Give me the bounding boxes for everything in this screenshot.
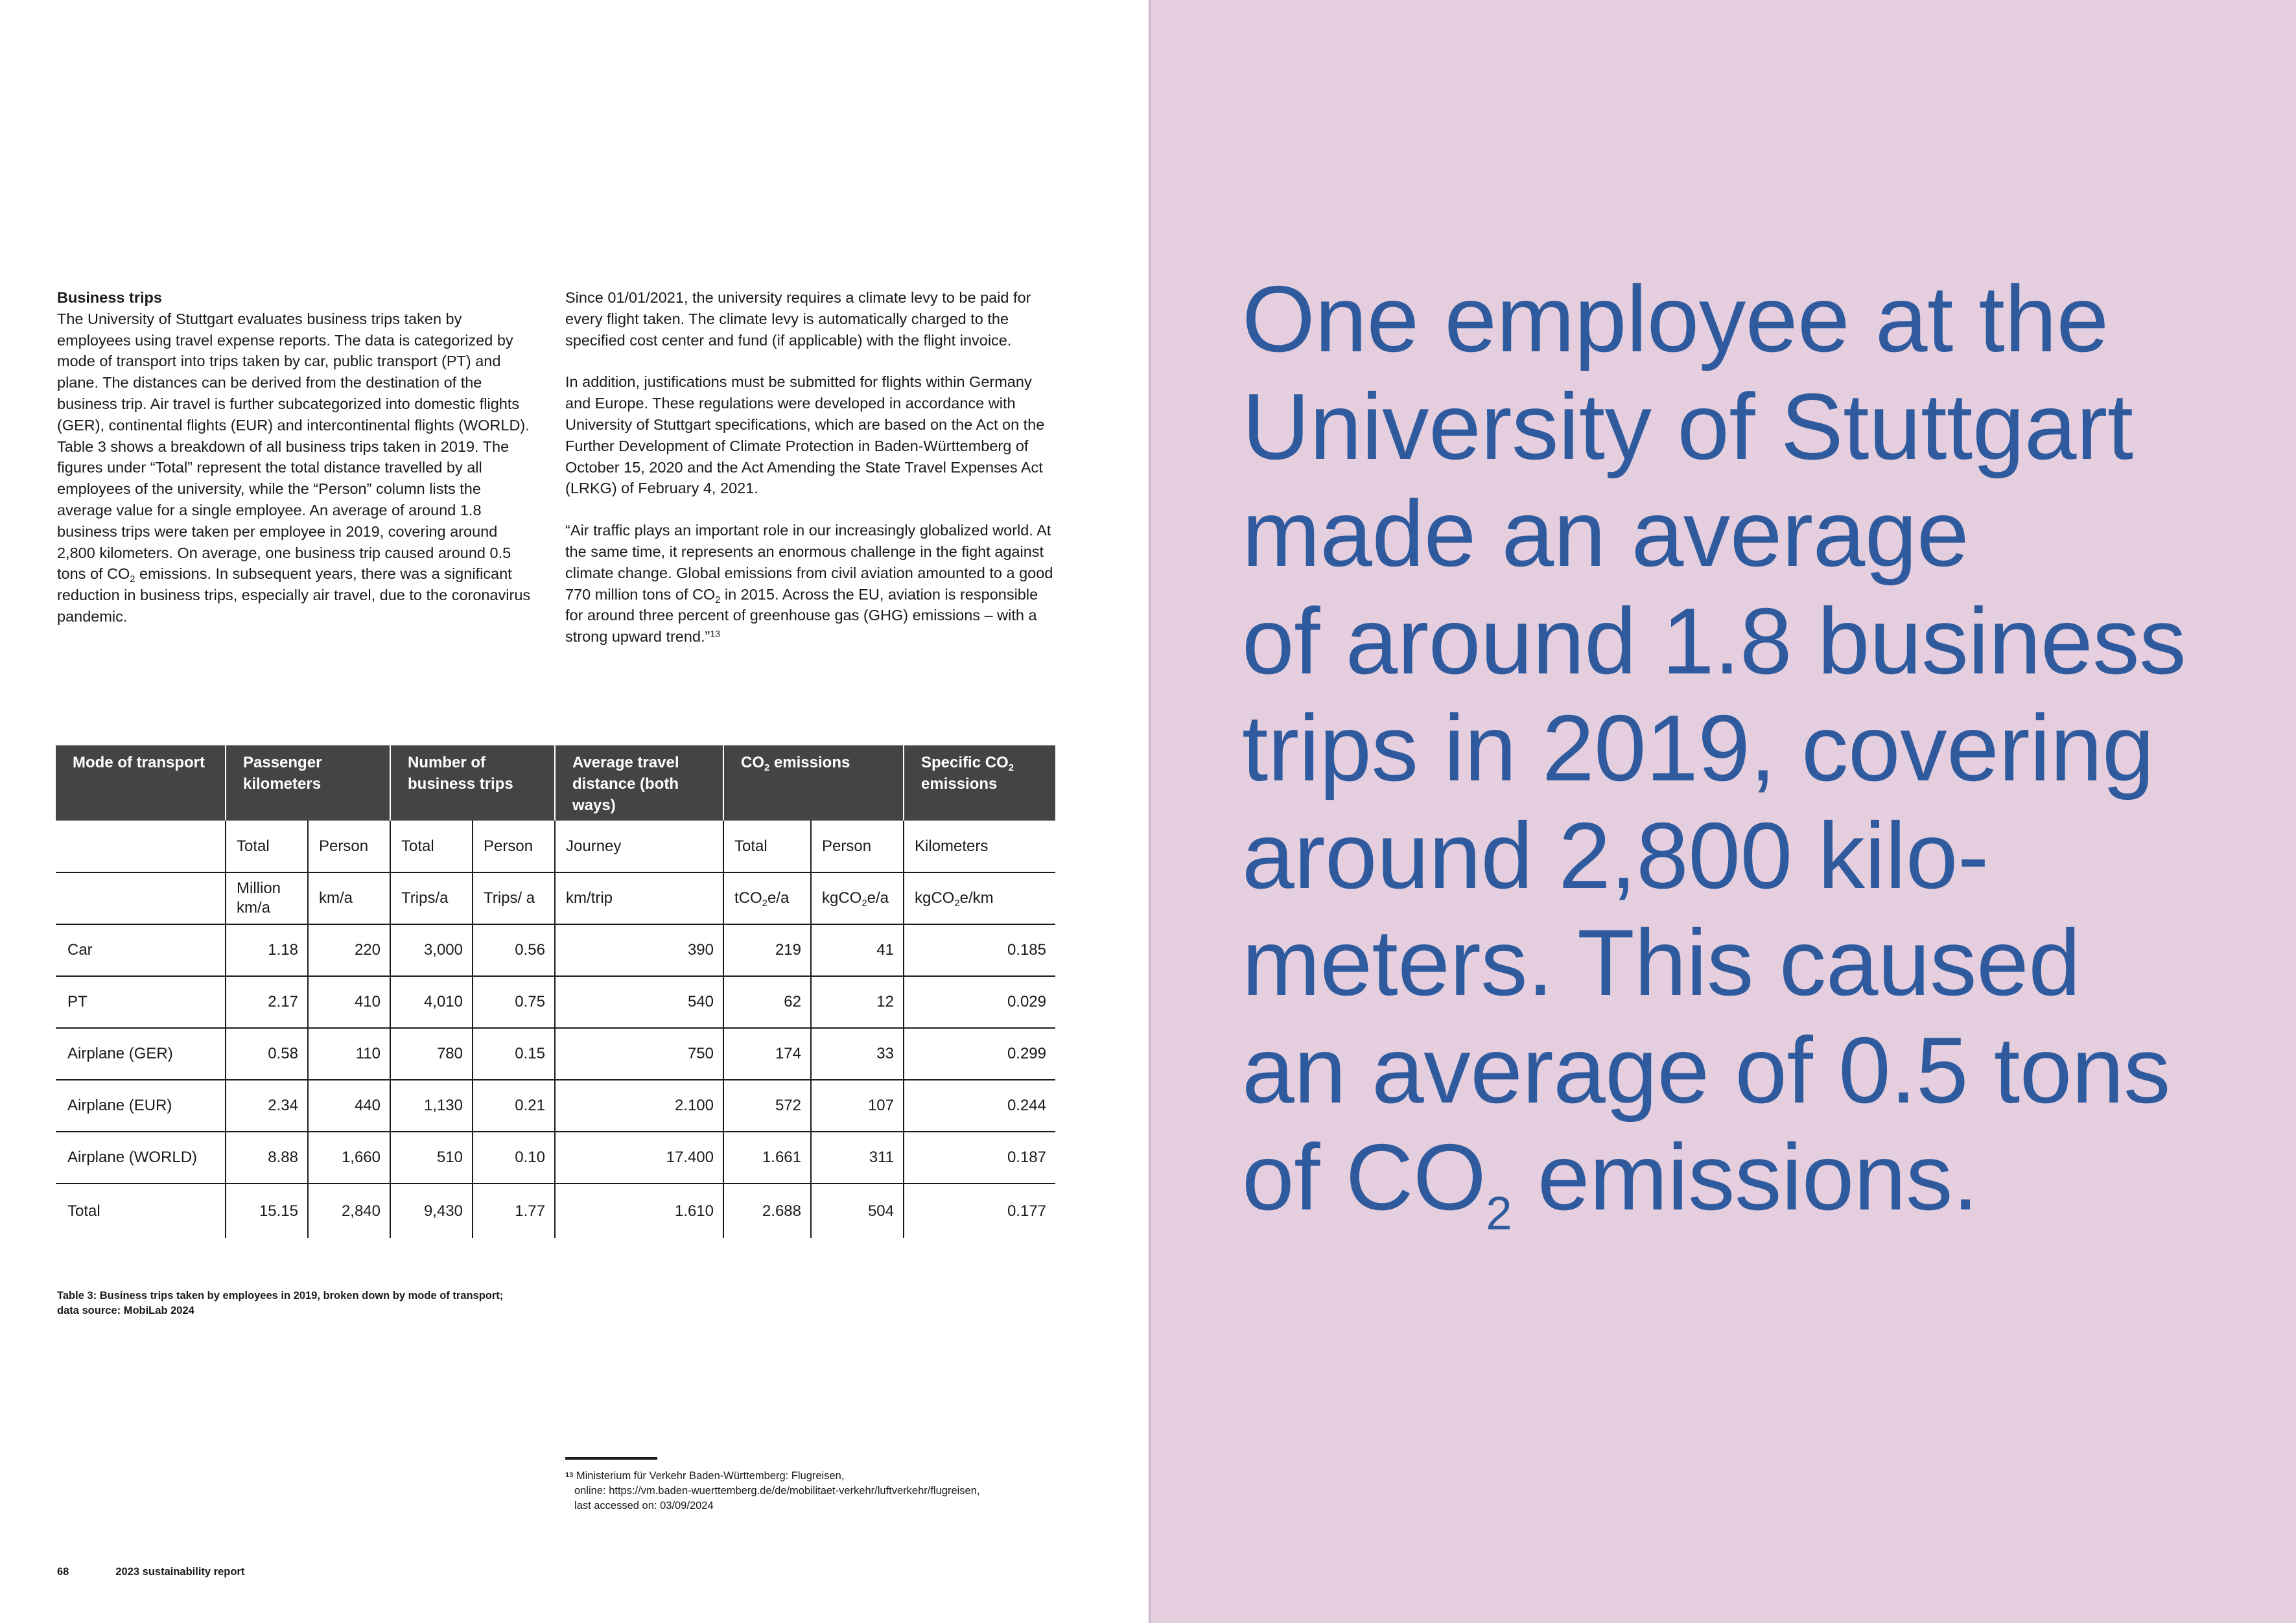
section-heading: Business trips bbox=[57, 289, 162, 306]
table-cell: tCO$_2$e/a bbox=[723, 872, 811, 924]
pull-quote-line: an average of 0.5 tons bbox=[1242, 1017, 2170, 1123]
quote-text: “Air traffic plays an important role in our increasingly globalized world. At the same time, it represents an enormous challenge in the fight against climate change. Global emissions from civil aviation amounted to a good 770 million tons of CO bbox=[565, 522, 1053, 603]
table-cell: Trips/ a bbox=[473, 872, 555, 924]
table-cell: 2,840 bbox=[308, 1184, 390, 1238]
footnote-source: Ministerium für Verkehr Baden-Württemberg: Flugreisen, bbox=[576, 1470, 845, 1482]
table-cell: Total bbox=[723, 821, 811, 872]
table-row bbox=[56, 924, 1055, 976]
table-cell: 1,660 bbox=[308, 1132, 390, 1184]
caption-line: data source: MobiLab 2024 bbox=[57, 1305, 194, 1316]
table-cell: 220 bbox=[308, 924, 390, 976]
table-cell: 0.244 bbox=[904, 1080, 1055, 1132]
table-cell bbox=[56, 872, 226, 924]
page-footer bbox=[57, 1566, 244, 1578]
table-cell: 1,130 bbox=[390, 1080, 473, 1132]
table-cell: 311 bbox=[811, 1132, 904, 1184]
justification-paragraph: In addition, justifications must be submitted for flights within Germany and Europe. These regulations were developed in accordance with University of Stuttgart specifications, which are based on the Act on the Further Development of Climate Protection in Baden-Württemberg of October 15, 2020 and the Act Amending the State Travel Expenses Act (LRKG) of February 4, 2021. bbox=[565, 373, 1045, 497]
table-cell: kgCO$_2$e/a bbox=[811, 872, 904, 924]
pull-quote bbox=[1242, 266, 2296, 1240]
footnote-url[interactable]: online: https://vm.baden-wuerttemberg.de/de/mobilitaet-verkehr/luftverkehr/flugreisen, bbox=[574, 1485, 980, 1497]
table-cell: 2.100 bbox=[555, 1080, 723, 1132]
table-cell: Journey bbox=[555, 821, 723, 872]
header-specific-co2: Specific $CO_2$ emissions bbox=[904, 745, 1055, 821]
table-cell: 0.299 bbox=[904, 1028, 1055, 1080]
table-cell: Airplane (WORLD) bbox=[56, 1132, 226, 1184]
table-cell: 2.688 bbox=[723, 1184, 811, 1238]
table-cell: Airplane (EUR) bbox=[56, 1080, 226, 1132]
table-cell: 8.88 bbox=[226, 1132, 308, 1184]
caption-line: Table 3: Business trips taken by employees in 2019, broken down by mode of transport; bbox=[57, 1290, 504, 1302]
page-number: 68 bbox=[57, 1566, 69, 1578]
footnote-number: 13 bbox=[565, 1471, 574, 1479]
table-cell: 2.17 bbox=[226, 976, 308, 1028]
air-traffic-quote-paragraph bbox=[565, 520, 1058, 648]
business-trips-table bbox=[56, 745, 1055, 1238]
table-cell: 41 bbox=[811, 924, 904, 976]
table-cell: 390 bbox=[555, 924, 723, 976]
table-cell: 780 bbox=[390, 1028, 473, 1080]
table-cell: 0.10 bbox=[473, 1132, 555, 1184]
climate-levy-column bbox=[565, 287, 1058, 648]
pull-quote-line: One employee at the bbox=[1242, 266, 2109, 371]
table-cell: Total bbox=[390, 821, 473, 872]
table-cell: 33 bbox=[811, 1028, 904, 1080]
header-co2-emissions: $CO_2$ emissions bbox=[723, 745, 904, 821]
table-row bbox=[56, 1080, 1055, 1132]
table-subheader-row bbox=[56, 821, 1055, 872]
pull-quote-line: meters. This caused bbox=[1242, 910, 2081, 1015]
table-cell: 0.21 bbox=[473, 1080, 555, 1132]
table-cell: 0.58 bbox=[226, 1028, 308, 1080]
footnote bbox=[565, 1468, 1058, 1513]
table-cell: 0.15 bbox=[473, 1028, 555, 1080]
table-cell: km/trip bbox=[555, 872, 723, 924]
pull-quote-line: around 2,800 kilo- bbox=[1242, 802, 1989, 908]
intro-text-end: emissions. In subsequent years, there was a significant reduction in business trips, especially air travel, due to the coronavirus pandemic. bbox=[57, 565, 531, 625]
table-units-row bbox=[56, 872, 1055, 924]
table-cell: 410 bbox=[308, 976, 390, 1028]
table-cell: 504 bbox=[811, 1184, 904, 1238]
table-cell: 1.18 bbox=[226, 924, 308, 976]
pull-quote-line: trips in 2019, covering bbox=[1242, 695, 2155, 800]
pull-quote-line: University of Stuttgart bbox=[1242, 373, 2133, 479]
table-cell: 0.029 bbox=[904, 976, 1055, 1028]
header-mode: Mode of transport bbox=[56, 745, 226, 821]
table-cell: 17.400 bbox=[555, 1132, 723, 1184]
table-cell: Airplane (GER) bbox=[56, 1028, 226, 1080]
footnote-accessed: last accessed on: 03/09/2024 bbox=[574, 1500, 714, 1512]
footnote-divider bbox=[565, 1457, 657, 1460]
table-cell: 540 bbox=[555, 976, 723, 1028]
header-business-trips: Number of business trips bbox=[390, 745, 555, 821]
co2-subscript: 2 bbox=[130, 574, 135, 585]
co2-subscript: 2 bbox=[1486, 1187, 1512, 1240]
table-cell: 0.75 bbox=[473, 976, 555, 1028]
pull-quote-line: of $CO_2$ emissions. bbox=[1242, 1125, 1978, 1240]
table-cell: 3,000 bbox=[390, 924, 473, 976]
pull-quote-line: made an average bbox=[1242, 481, 1969, 586]
table-cell: 0.185 bbox=[904, 924, 1055, 976]
table-cell: 750 bbox=[555, 1028, 723, 1080]
table-cell: Person bbox=[473, 821, 555, 872]
table-cell: Total bbox=[56, 1184, 226, 1238]
table-cell: 107 bbox=[811, 1080, 904, 1132]
header-average-distance: Average travel distance (both ways) bbox=[555, 745, 723, 821]
table-cell: 9,430 bbox=[390, 1184, 473, 1238]
table-cell: kgCO$_2$e/km bbox=[904, 872, 1055, 924]
table-row bbox=[56, 1132, 1055, 1184]
footnote-reference[interactable]: 13 bbox=[710, 628, 721, 639]
table-cell: 1.610 bbox=[555, 1184, 723, 1238]
table-cell: 1.77 bbox=[473, 1184, 555, 1238]
table-cell: Kilometers bbox=[904, 821, 1055, 872]
table-cell: 110 bbox=[308, 1028, 390, 1080]
table-cell: Car bbox=[56, 924, 226, 976]
table-row bbox=[56, 976, 1055, 1028]
table-cell: km/a bbox=[308, 872, 390, 924]
table-cell: 174 bbox=[723, 1028, 811, 1080]
table-cell: 440 bbox=[308, 1080, 390, 1132]
table-cell: 1.661 bbox=[723, 1132, 811, 1184]
pull-quote-line: of around 1.8 business bbox=[1242, 588, 2186, 694]
table-cell: Million km/a bbox=[226, 872, 308, 924]
table-cell: Person bbox=[308, 821, 390, 872]
table-cell: 572 bbox=[723, 1080, 811, 1132]
header-passenger-km: Passenger kilometers bbox=[226, 745, 390, 821]
levy-paragraph: Since 01/01/2021, the university requires a climate levy to be paid for every flight taken. The climate levy is automatically charged to the specified cost center and fund (if applicable) with the flight invoice. bbox=[565, 289, 1031, 349]
table-total-row bbox=[56, 1184, 1055, 1238]
table-cell: 0.177 bbox=[1007, 1202, 1046, 1220]
table-cell: 0.56 bbox=[473, 924, 555, 976]
table-cell: Total bbox=[226, 821, 308, 872]
table-cell: 219 bbox=[723, 924, 811, 976]
table-row bbox=[56, 1028, 1055, 1080]
co2-subscript: 2 bbox=[715, 594, 721, 605]
table-cell: 62 bbox=[723, 976, 811, 1028]
table-cell bbox=[56, 821, 226, 872]
table-cell: PT bbox=[56, 976, 226, 1028]
intro-paragraph bbox=[57, 287, 537, 627]
intro-text: The University of Stuttgart evaluates business trips taken by employees using travel expense reports. The data is categorized by mode of transport into trips taken by car, public transport (PT) and plane. The distances can be derived from the destination of the business trip. Air travel is further subcategorized into domestic flights (GER), continental flights (EUR) and intercontinental flights (WORLD). Table 3 shows a breakdown of all business trips taken in 2019. The figures under “Total” represent the total distance travelled by all employees of the university, while the “Person” column lists the average value for a single employee. An average of around 1.8 business trips were taken per employee in 2019, covering around 2,800 kilometers. On average, one business trip caused around 0.5 tons of CO bbox=[57, 310, 530, 583]
table-cell: 510 bbox=[390, 1132, 473, 1184]
table-cell: 0.187 bbox=[904, 1132, 1055, 1184]
report-title: 2023 sustainability report bbox=[115, 1566, 245, 1578]
table-cell: 12 bbox=[811, 976, 904, 1028]
table-cell: 4,010 bbox=[390, 976, 473, 1028]
quote-text-end: in 2015. Across the EU, aviation is responsible for around three percent of greenhouse gas (GHG) emissions – with a strong upward trend.” bbox=[565, 585, 1038, 646]
table-header-row bbox=[56, 745, 1055, 821]
table-cell: Person bbox=[811, 821, 904, 872]
business-trips-column bbox=[57, 287, 537, 627]
table-caption bbox=[57, 1289, 576, 1318]
table-cell: Trips/a bbox=[390, 872, 473, 924]
table-cell: 2.34 bbox=[226, 1080, 308, 1132]
table-cell: 15.15 bbox=[226, 1184, 308, 1238]
